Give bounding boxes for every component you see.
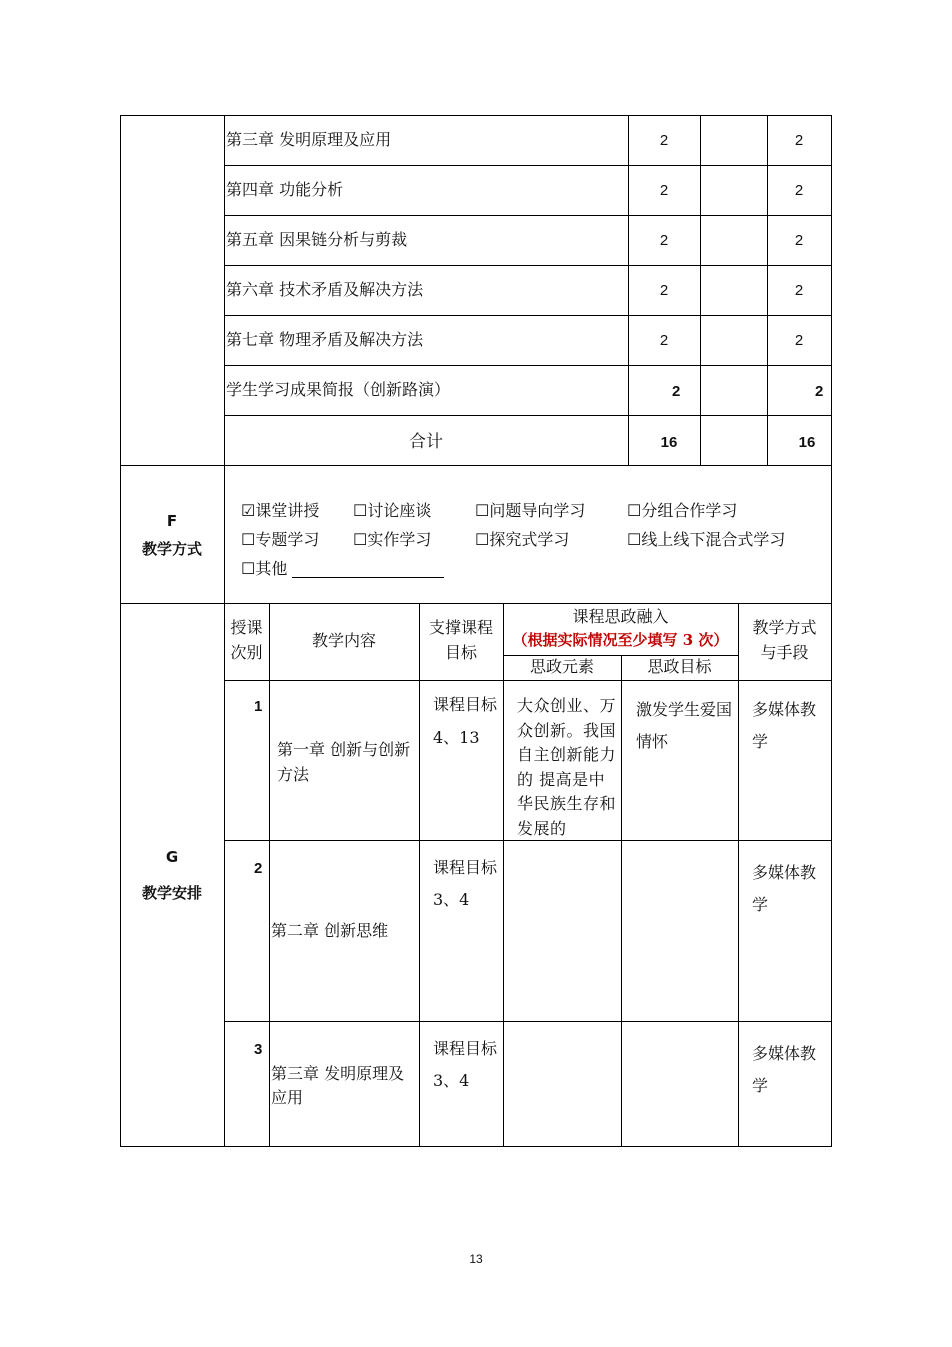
header-session-2: 次别 [230, 643, 263, 662]
option-topic-study[interactable] [241, 529, 319, 551]
option-label: 问题导向学习 [489, 501, 586, 520]
option-other[interactable] [241, 558, 287, 580]
sum-total: 16 [798, 434, 816, 451]
option-inquiry[interactable] [475, 529, 569, 551]
session-number: 3 [254, 1041, 263, 1058]
option-problem-based[interactable] [475, 500, 585, 522]
section-g-label: 教学安排 [141, 884, 202, 902]
option-label: 专题学习 [255, 530, 320, 549]
header-element: 思政元素 [529, 657, 594, 676]
header-method-2: 与手段 [760, 643, 809, 662]
chapter-title: 第四章 功能分析 [226, 180, 344, 199]
header-support-2: 目标 [444, 643, 477, 662]
header-session-1: 授课 [230, 618, 263, 637]
hours-value: 2 [659, 182, 669, 199]
hours-value: 2 [672, 383, 681, 400]
checkbox-icon[interactable]: ☐ [241, 530, 256, 549]
checkbox-icon[interactable]: ☐ [241, 559, 256, 578]
ideology-goal: 激发学生爱国情怀 [636, 700, 733, 751]
option-label: 讨论座谈 [367, 501, 432, 520]
support-goal-label: 课程目标 [433, 858, 498, 877]
header-content: 教学内容 [311, 631, 376, 650]
total-value: 2 [794, 132, 804, 149]
checkbox-icon[interactable]: ☐ [353, 530, 368, 549]
session-content: 第三章 发明原理及应用 [271, 1064, 405, 1107]
hours-value: 2 [659, 332, 669, 349]
checkbox-icon[interactable]: ☐ [627, 530, 642, 549]
option-label: 线上线下混合式学习 [641, 530, 786, 549]
option-label: 探究式学习 [489, 530, 570, 549]
ideology-element: 大众创业、万众创新。我国自主创新能力的 提高是中华民族生存和发展的 [517, 696, 617, 838]
other-blank-line[interactable] [292, 577, 444, 578]
chapter-title: 第七章 物理矛盾及解决方法 [226, 330, 424, 349]
header-goal: 思政目标 [647, 657, 712, 676]
session-content: 第一章 创新与创新方法 [277, 740, 411, 784]
chapter-title: 学生学习成果简报（创新路演） [226, 380, 451, 399]
checkbox-icon[interactable]: ☐ [627, 501, 642, 520]
hours-value: 2 [659, 132, 669, 149]
session-number: 2 [254, 860, 263, 877]
support-goal-numbers: 3、4 [433, 1071, 470, 1090]
header-ideology: 课程思政融入 [572, 607, 669, 626]
session-number: 1 [254, 698, 263, 715]
option-discussion[interactable] [353, 500, 431, 522]
total-value: 2 [794, 182, 804, 199]
total-value: 2 [794, 232, 804, 249]
support-goal-numbers: 4、13 [433, 728, 480, 747]
page-number: 13 [469, 1252, 483, 1266]
checkbox-checked-icon[interactable]: ☑ [241, 501, 256, 520]
total-value: 2 [794, 282, 804, 299]
checkbox-icon[interactable]: ☐ [475, 530, 490, 549]
support-goal-numbers: 3、4 [433, 890, 470, 909]
option-label: 课堂讲授 [255, 501, 320, 520]
option-label: 其他 [255, 559, 288, 578]
checkbox-icon[interactable]: ☐ [353, 501, 368, 520]
header-ideology-note: （根据实际情况至少填写 3 次） [512, 631, 729, 649]
option-blended[interactable] [627, 529, 785, 551]
checkbox-icon[interactable]: ☐ [475, 501, 490, 520]
section-g-letter: G [165, 848, 179, 866]
option-label: 分组合作学习 [641, 501, 738, 520]
support-goal-label: 课程目标 [433, 1039, 498, 1058]
header-method-1: 教学方式 [752, 618, 817, 637]
option-lecture[interactable] [241, 500, 319, 522]
hours-value: 2 [659, 232, 669, 249]
teaching-method: 多媒体教学 [752, 700, 817, 751]
chapter-title: 第五章 因果链分析与剪裁 [226, 230, 408, 249]
support-goal-label: 课程目标 [433, 695, 498, 714]
total-value: 2 [794, 332, 804, 349]
option-group-work[interactable] [627, 500, 737, 522]
total-value: 2 [815, 383, 824, 400]
chapter-title: 第六章 技术矛盾及解决方法 [226, 280, 424, 299]
option-label: 实作学习 [367, 530, 432, 549]
session-content: 第二章 创新思维 [271, 921, 389, 940]
chapter-title: 第三章 发明原理及应用 [226, 130, 392, 149]
sum-hours: 16 [660, 434, 678, 451]
hours-value: 2 [659, 282, 669, 299]
sum-label: 合计 [409, 432, 443, 452]
teaching-method: 多媒体教学 [752, 1044, 817, 1095]
section-f-label: 教学方式 [141, 540, 202, 558]
section-f-letter: F [166, 512, 178, 530]
teaching-method: 多媒体教学 [752, 863, 817, 914]
header-support-1: 支撑课程 [428, 618, 493, 637]
option-practice[interactable] [353, 529, 431, 551]
